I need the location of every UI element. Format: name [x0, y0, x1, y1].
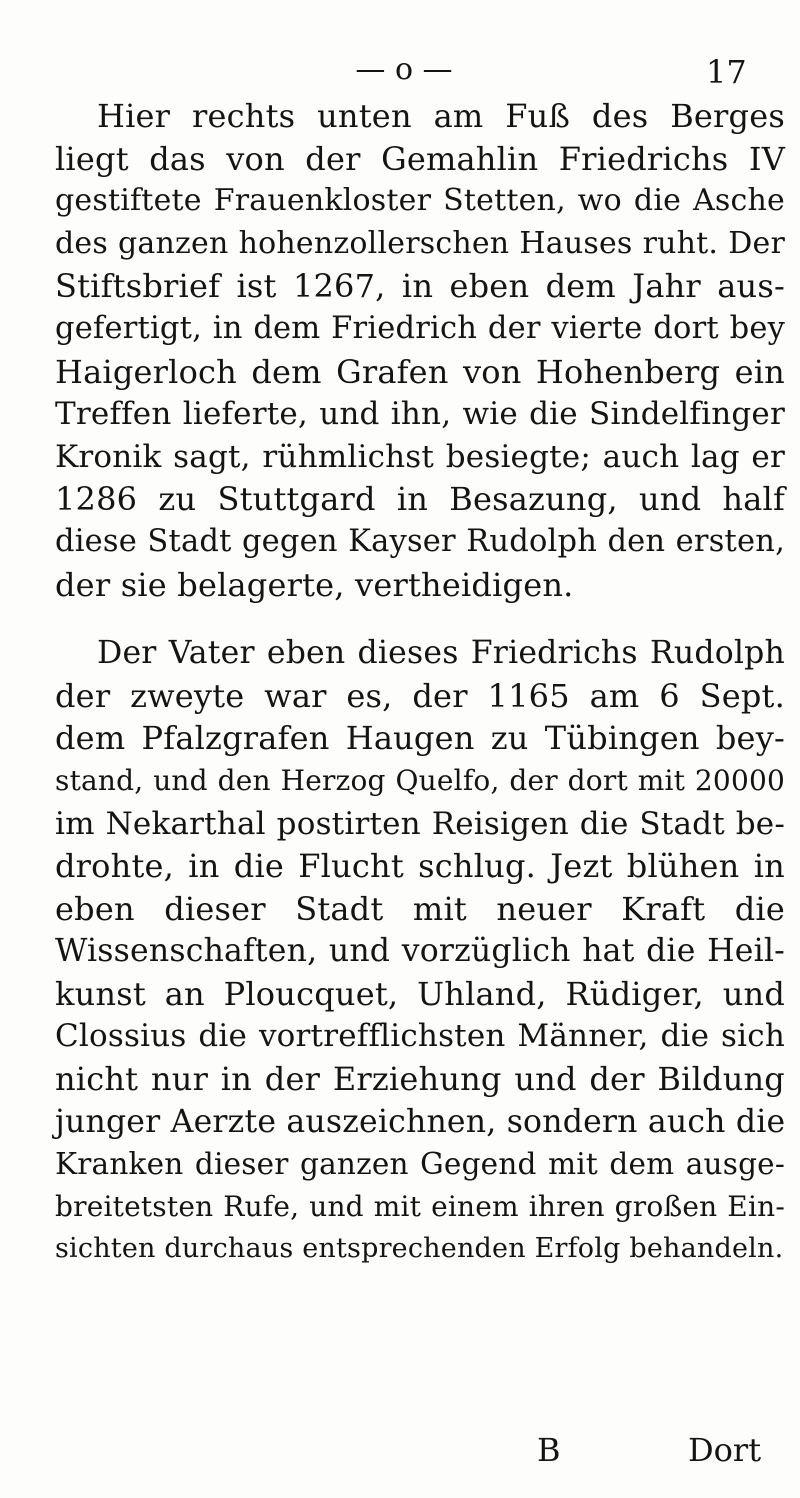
text-line: der zweyte war es, der 1165 am 6 Sept. [55, 676, 785, 715]
text-line: im Nekarthal postirten Reisigen die Stadt be- [55, 805, 785, 842]
text-line: gestiftete Frauenkloster Stetten, wo die Asche [55, 183, 785, 219]
text-line: Der Vater eben dieses Friedrichs Rudolph [97, 635, 785, 672]
text-line: Stiftsbrief ist 1267, in eben dem Jahr aus- [55, 267, 785, 306]
text-line: diese Stadt gegen Kayser Rudolph den ersten, [55, 523, 785, 559]
text-line: Clossius die vortrefflichsten Männer, die sich [55, 1018, 785, 1055]
text-line: dem Pfalzgrafen Haugen zu Tübingen bey- [55, 719, 785, 758]
text-line: nicht nur in der Erziehung und der Bildung [55, 1060, 785, 1099]
catchword: Dort [688, 1431, 762, 1469]
running-head [0, 50, 800, 90]
paragraph-2 [55, 632, 785, 1271]
paragraph-gap [55, 606, 785, 632]
text-body [55, 95, 785, 1271]
text-line: kunst an Ploucquet, Uhland, Rüdiger, und [55, 974, 785, 1013]
text-line: breitetsten Rufe, und mit einem ihren großen Ein- [55, 1189, 785, 1223]
text-line: eben dieser Stadt mit neuer Kraft die [55, 889, 785, 928]
text-line: sichten durchaus entsprechenden Erfolg behandeln. [55, 1233, 784, 1265]
text-line: drohte, in die Flucht schlug. Jezt blühen in [55, 847, 785, 886]
text-line: gefertigt, in dem Friedrich der vierte dort bey [55, 310, 785, 346]
text-line: Wissenschaften, und vorzüglich hat die Heil- [55, 933, 785, 970]
text-line: Kronik sagt, rühmlichst besiegte; auch lag er [55, 438, 785, 475]
text-line: des ganzen hohenzollerschen Hauses ruht. Der [55, 225, 785, 261]
page-marker: — o — [355, 52, 453, 87]
text-line: liegt das von der Gemahlin Friedrichs IV [55, 139, 785, 178]
page-footer [0, 1428, 800, 1472]
text-line: Treffen lieferte, und ihn, wie die Sindelfinger [55, 396, 785, 433]
page-number: 17 [706, 53, 747, 91]
signature-mark: B [537, 1431, 561, 1469]
text-line: stand, und den Herzog Quelfo, der dort mit 20000 [55, 763, 785, 797]
text-line: Haigerloch dem Grafen von Hohenberg ein [55, 352, 785, 391]
paragraph-1 [55, 95, 785, 606]
text-line: 1286 zu Stuttgard in Besazung, und half [55, 480, 785, 519]
text-line: Hier rechts unten am Fuß des Berges [97, 97, 785, 135]
text-line: junger Aerzte auszeichnen, sondern auch die [55, 1103, 786, 1140]
text-line: Kranken dieser ganzen Gegend mit dem ausge- [55, 1147, 785, 1182]
text-line: der sie belagerte, vertheidigen. [55, 565, 574, 604]
